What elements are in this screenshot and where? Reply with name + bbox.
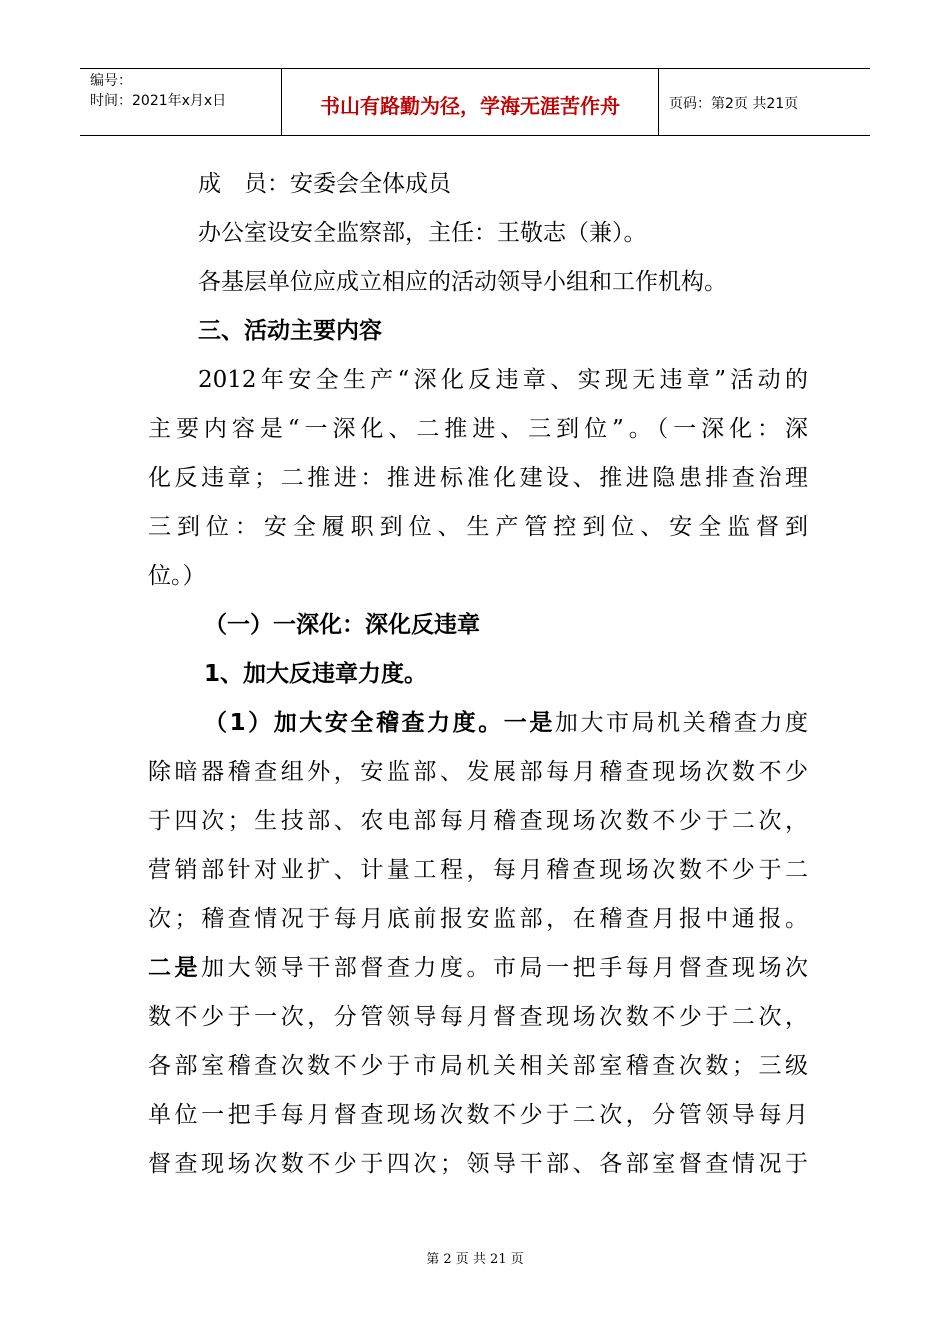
paragraph-text: 加大市局机关稽查力度 bbox=[554, 710, 809, 736]
header-motto: 书山有路勤为径，学海无涯苦作舟 bbox=[282, 69, 659, 135]
paragraph-line: 化反违章；二推进：推进标准化建设、推进隐患排查治理 bbox=[148, 465, 808, 491]
emphasis-text: 一是 bbox=[503, 710, 555, 736]
paragraph-line: 各基层单位应成立相应的活动领导小组和工作机构。 bbox=[198, 269, 727, 295]
paragraph-line: 办公室设安全监察部，主任：王敬志（兼）。 bbox=[198, 220, 647, 246]
paragraph-line: 营销部针对业扩、计量工程，每月稽查现场次数不少于二 bbox=[148, 857, 808, 883]
paragraph-line bbox=[148, 699, 808, 748]
document-time: 时间：2021年x月x日 bbox=[90, 93, 227, 109]
paragraph-line bbox=[148, 944, 808, 993]
header-meta bbox=[80, 69, 282, 135]
paragraph-line: 除暗器稽查组外，安监部、发展部每月稽查现场次数不少 bbox=[148, 759, 808, 785]
paragraph-line: 主要内容是“一深化、二推进、三到位”。（一深化：深 bbox=[148, 416, 808, 442]
paragraph-line: 成 员：安委会全体成员 bbox=[198, 171, 451, 197]
emphasis-text: 二是 bbox=[148, 955, 202, 981]
paragraph-line: 次；稽查情况于每月底前报安监部，在稽查月报中通报。 bbox=[148, 906, 808, 932]
paragraph-line: 位。） bbox=[148, 563, 206, 589]
section-heading: 三、活动主要内容 bbox=[198, 318, 382, 344]
page-header bbox=[80, 68, 870, 136]
document-number: 编号： bbox=[90, 73, 132, 89]
subsection-heading: （一）一深化：深化反违章 bbox=[204, 612, 480, 638]
header-page-info: 页码：第2页 共21页 bbox=[669, 96, 799, 112]
paragraph-line: 各部室稽查次数不少于市局机关相关部室稽查次数；三级 bbox=[148, 1053, 808, 1079]
paragraph-line: 督查现场次数不少于四次；领导干部、各部室督查情况于 bbox=[148, 1151, 808, 1177]
page-footer: 第 2 页 共 21 页 bbox=[426, 1252, 524, 1267]
paragraph-line: 单位一把手每月督查现场次数不少于二次，分管领导每月 bbox=[148, 1102, 808, 1128]
document-body bbox=[148, 160, 808, 1189]
item-subheading: （1）加大安全稽查力度。 bbox=[204, 710, 504, 736]
item-heading: 1、加大反违章力度。 bbox=[204, 661, 428, 687]
paragraph-line: 2012年安全生产“深化反违章、实现无违章”活动的 bbox=[198, 367, 808, 393]
paragraph-text: 加大领导干部督查力度。市局一把手每月督查现场次 bbox=[201, 955, 809, 981]
paragraph-line: 数不少于一次，分管领导每月督查现场次数不少于二次， bbox=[148, 1004, 808, 1030]
paragraph-line: 三到位：安全履职到位、生产管控到位、安全监督到 bbox=[148, 514, 808, 540]
paragraph-line: 于四次；生技部、农电部每月稽查现场次数不少于二次， bbox=[148, 808, 808, 834]
